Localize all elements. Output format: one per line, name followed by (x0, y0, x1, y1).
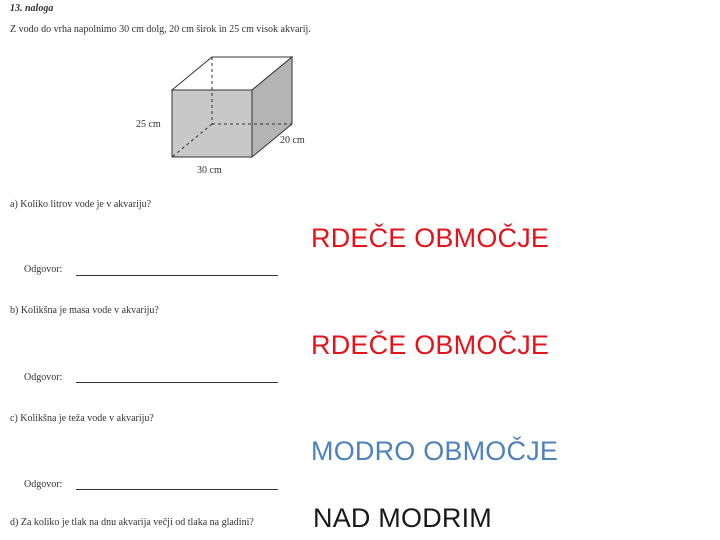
aquarium-figure (0, 0, 330, 180)
overlay-blue-area: MODRO OBMOČJE (311, 436, 559, 466)
question-c: c) Kolikšna je teža vode v akvariju? (10, 413, 154, 424)
question-d: d) Za koliko je tlak na dnu akvarija večji od tlaka na gladini? (10, 517, 254, 528)
answer-line-a[interactable] (76, 275, 278, 276)
answer-line-b[interactable] (76, 382, 278, 383)
depth-label: 20 cm (280, 135, 305, 146)
answer-line-c[interactable] (76, 489, 278, 490)
answer-label-a: Odgovor: (24, 264, 63, 275)
question-b: b) Kolikšna je masa vode v akvariju? (10, 305, 159, 316)
overlay-red-area-1: RDEČE OBMOČJE (311, 223, 550, 253)
length-label: 30 cm (197, 165, 222, 176)
overlay-red-area-2: RDEČE OBMOČJE (311, 330, 550, 360)
overlay-above-blue: NAD MODRIM (313, 503, 492, 533)
answer-label-b: Odgovor: (24, 372, 63, 383)
task-intro: Z vodo do vrha napolnimo 30 cm dolg, 20 cm širok in 25 cm visok akvarij. (10, 24, 311, 35)
height-label: 25 cm (136, 119, 161, 130)
task-title: 13. naloga (10, 3, 54, 14)
question-a: a) Koliko litrov vode je v akvariju? (10, 199, 152, 210)
answer-label-c: Odgovor: (24, 479, 63, 490)
